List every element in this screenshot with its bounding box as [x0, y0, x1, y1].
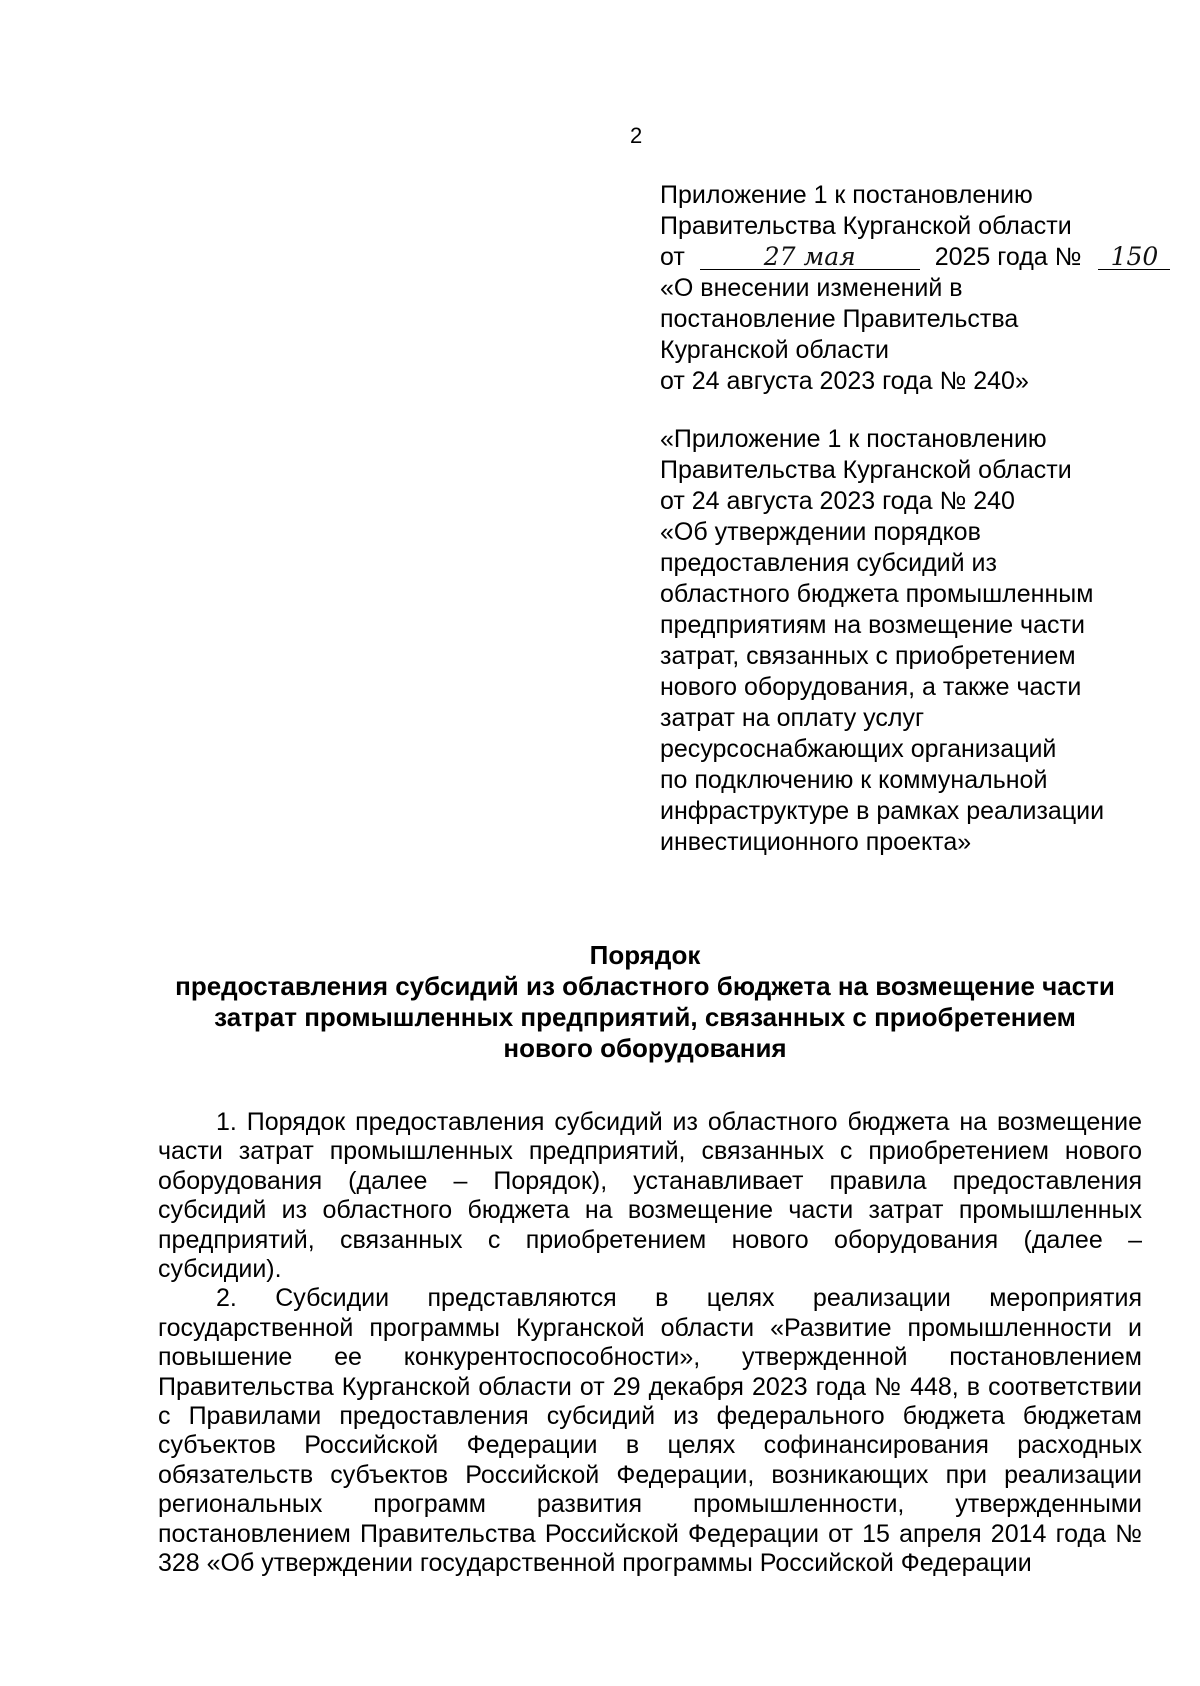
original-annex-line: Правительства Курганской области	[660, 456, 1072, 484]
annex-header-line: от 24 августа 2023 года № 240»	[660, 367, 1029, 395]
original-annex-line: ресурсоснабжающих организаций	[660, 735, 1057, 763]
annex-date-line	[660, 242, 1160, 273]
original-annex-line: областного бюджета промышленным	[660, 580, 1094, 608]
handwritten-number: 150	[1098, 245, 1170, 270]
paragraph: 2. Субсидии представляются в целях реализации мероприятия государственной программы Курганской области «Развитие промышленности и повышение ее конкурентоспособности», утвержденной постановлением Правительства Курганской области от 29 декабря 2023 года № 448, в соответствии с Правилами предоставления субсидий из федерального бюджета бюджетам субъектов Российской Федерации в целях софинансирования расходных обязательств субъектов Российской Федерации, возникающих при реализации региональных программ развития промышленности, утвержденными постановлением Правительства Российской Федерации от 15 апреля 2014 года № 328 «Об утверждении государственной программы Российской Федерации	[158, 1284, 1142, 1578]
annex-header-line: Правительства Курганской области	[660, 212, 1072, 240]
date-suffix: 2025 года №	[934, 243, 1082, 271]
original-annex-line: предоставления субсидий из	[660, 549, 997, 577]
original-annex-line: затрат, связанных с приобретением	[660, 642, 1076, 670]
annex-header-line: «О внесении изменений в	[660, 274, 963, 302]
handwritten-date: 27 мая	[700, 245, 920, 270]
date-prefix: от	[660, 243, 685, 271]
original-annex-line: затрат на оплату услуг	[660, 704, 925, 732]
original-annex-line: предприятиям на возмещение части	[660, 611, 1085, 639]
document-title	[150, 940, 1140, 1064]
original-annex-line: от 24 августа 2023 года № 240	[660, 487, 1015, 515]
annex-header-line: Приложение 1 к постановлению	[660, 181, 1033, 209]
title-line: предоставления субсидий из областного бюджета на возмещение части	[175, 971, 1115, 1001]
original-annex-line: «Об утверждении порядков	[660, 518, 981, 546]
original-annex-line: по подключению к коммунальной	[660, 766, 1048, 794]
paragraph: 1. Порядок предоставления субсидий из областного бюджета на возмещение части затрат промышленных предприятий, связанных с приобретением нового оборудования (далее – Порядок), устанавливает правила предоставления субсидий из областного бюджета на возмещение части затрат промышленных предприятий, связанных с приобретением нового оборудования (далее – субсидии).	[158, 1108, 1142, 1284]
original-annex-line: инфраструктуре в рамках реализации	[660, 797, 1105, 825]
original-annex	[660, 424, 1160, 858]
original-annex-line: «Приложение 1 к постановлению	[660, 425, 1047, 453]
annex-header	[660, 180, 1160, 397]
original-annex-line: инвестиционного проекта»	[660, 828, 972, 856]
original-annex-line: нового оборудования, а также части	[660, 673, 1082, 701]
annex-header-line: постановление Правительства	[660, 305, 1019, 333]
page-number: 2	[630, 123, 643, 148]
title-line: нового оборудования	[503, 1033, 787, 1063]
body-text	[158, 1108, 1142, 1579]
annex-header-line: Курганской области	[660, 336, 890, 364]
title-line: затрат промышленных предприятий, связанных с приобретением	[214, 1002, 1076, 1032]
title-line: Порядок	[589, 940, 701, 970]
